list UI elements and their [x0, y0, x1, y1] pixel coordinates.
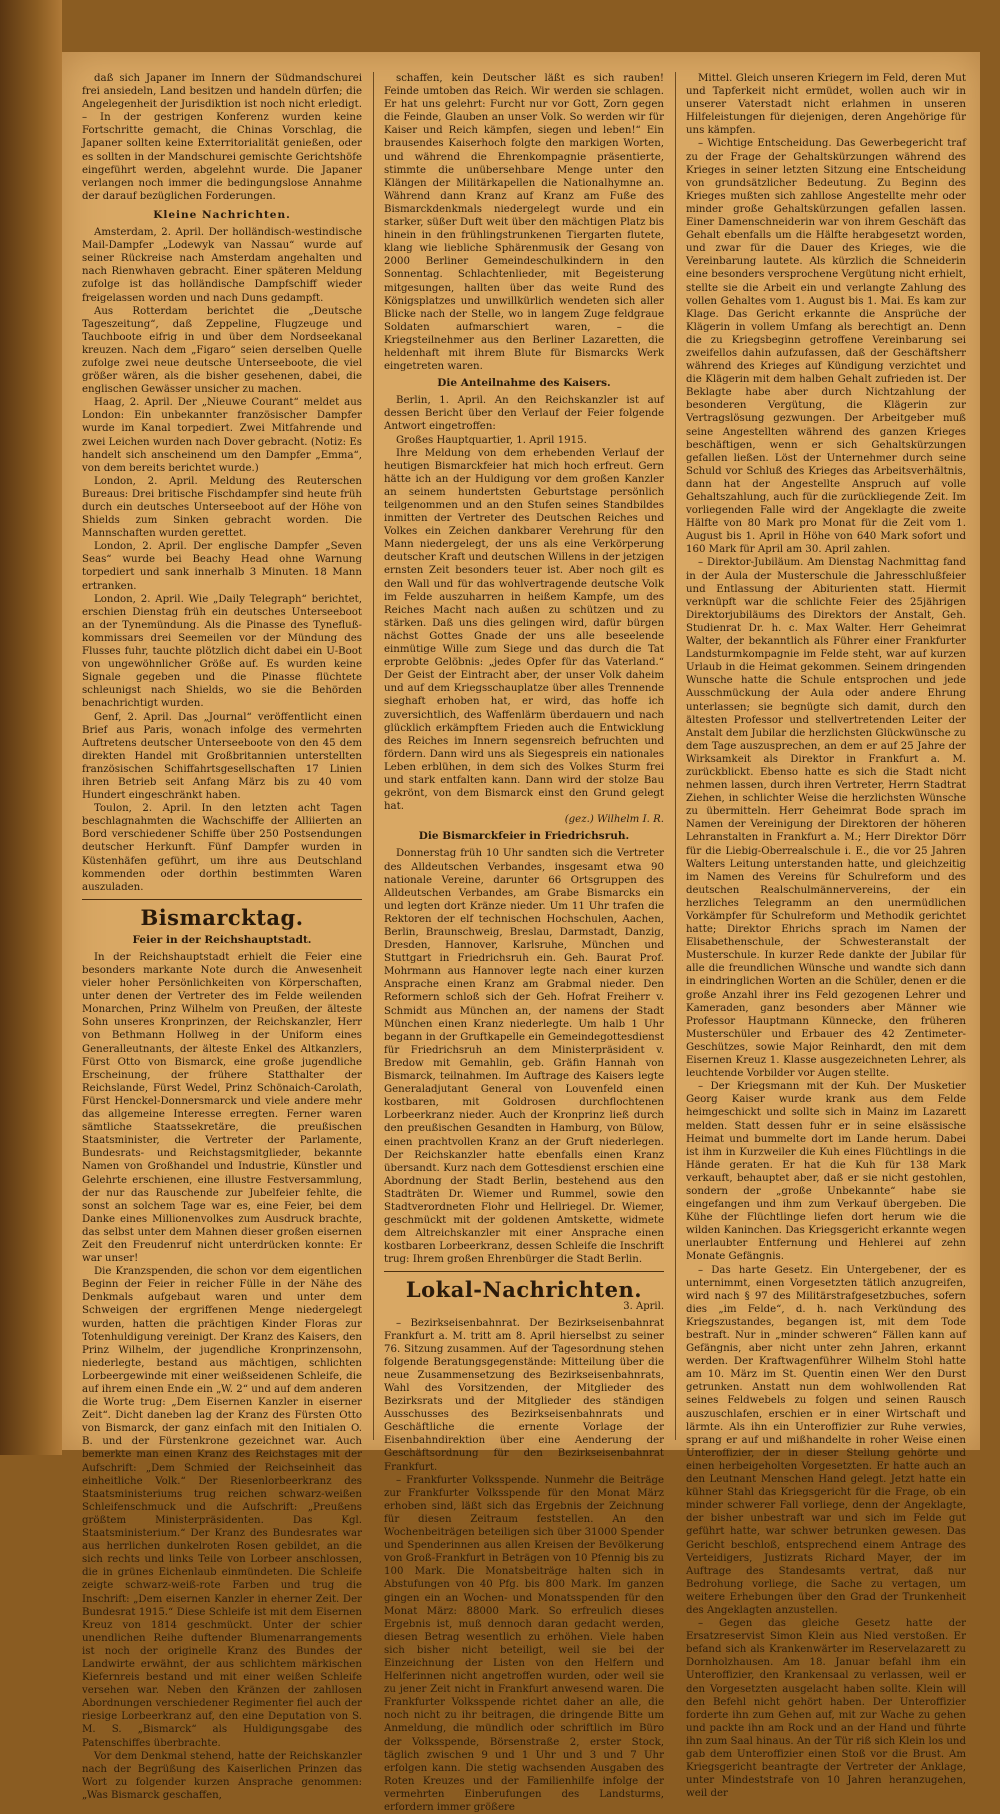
- paragraph: Donnerstag früh 10 Uhr sandten sich die Vertreter des Alldeutschen Verbandes, insgesamt etwa 90 nationale Vereine, darunter 66 Ortsgruppen des Alldeutschen Verbandes, am Grabe Bismarcks ein und legten dort Kränze nieder. Um 11 Uhr trafen die Rektoren der elf technischen Hochschulen, Aachen, Berlin, Braunschweig, Breslau, Darmstadt, Danzig, Dresden, Hannover, Karlsruhe, München und Stuttgart in Friedrichsruh ein. Geh. Baurat Prof. Mohrmann aus Hannover legte nach einer kurzen Ansprache einen Kranz am Grabmal nieder. Den Reformern schloß sich der Geh. Hofrat Freiherr v. Schmidt aus München an, der namens der Stadt München einen Kranz niederlegte. Um halb 1 Uhr begann in der Gruftkapelle ein Gemeindegottesdienst für Friedrichsruh an dem Ministerpräsident v. Bredow mit Gemahlin, geb. Gräfin Hannah von Bismarck, teilnahmen. Im Auftrage des Kaisers legte Generaladjutant General von Louvenfeld einen kostbaren, mit Goldrosen durchflochtenen Lorbeerkranz nieder. Auch der Kronprinz ließ durch den preußischen Gesandten in Hamburg, von Bülow, einen prachtvollen Kranz an der Gruft niederlegen. Der Reichskanzler hatte ebenfalls einen Kranz übersandt. Kurz nach dem Gottesdienst erschien eine Abordnung der Stadt Berlin, bestehend aus den Stadträten Dr. Wiemer und Rummel, sowie den Stadtverordneten Flohr und Hellriegel. Dr. Wiemer, geschmückt mit der goldenen Amtskette, widmete dem Altreichskanzler mit einer Ansprache einen kostbaren Lorbeerkranz, dessen Schleife die Inschrift trug: Ihrem großen Ehrenbürger die Stadt Berlin.: [384, 848, 664, 1266]
- newspaper-page: [62, 52, 980, 1813]
- paragraph: Mittel. Gleich unseren Kriegern im Feld, deren Mut und Tapferkeit nicht ermüdet, wollen auch wir in unserer Vaterstadt nicht erlahmen in unseren Hilfeleistungen für diejenigen, deren Angehörige für uns kämpfen.: [686, 73, 966, 137]
- paragraph: – Frankfurter Volksspende. Nunmehr die Beiträge zur Frankfurter Volksspende für den Monat März erhoben sind, läßt sich das Ergebnis der Zeichnung für diesen Zeitraum feststellen. An den Wochenbeiträgen beteiligen sich über 31000 Spender und Spenderinnen aus allen Kreisen der Bevölkerung von Groß-Frankfurt in Beträgen von 10 Pfennig bis zu 100 Mark. Die Monatsbeiträge halten sich in Abstufungen von 40 Pfg. bis 800 Mark. Im ganzen gingen ein an Wochen- und Monatsspenden für den Monat März: 88000 Mark. So erfreulich dieses Ergebnis ist, muß dennoch daran gedacht werden, diesen Betrag wesentlich zu erhöhen. Viele haben sich bisher nicht beteiligt, weil sie bei der Einzeichnung der Listen von den Helfern und Helferinnen nicht angetroffen wurden, oder weil sie zu jener Zeit nicht in Frankfurt anwesend waren. Die Frankfurter Volksspende richtet daher an alle, die noch nicht zu ihr beitragen, die dringende Bitte um Anmeldung, die mündlich oder schriftlich im Büro der Volksspende, Börsenstraße 2, erster Stock, täglich zwischen 9 und 1 Uhr und 3 und 7 Uhr erfolgen kann. Die stetig wachsenden Ausgaben des Roten Kreuzes und der Familienhilfe infolge der vermehrten Einberufungen des Landsturms, erfordern immer größere: [384, 1474, 664, 1813]
- article-title: Bismarcktag.: [140, 904, 304, 930]
- article-subtitle: Die Bismarckfeier in Friedrichsruh.: [418, 830, 630, 843]
- column-2: [384, 72, 664, 1813]
- column-1: [82, 72, 362, 1801]
- paragraph: daß sich Japaner im Innern der Südmandschurei frei ansiedeln, Land besitzen und handeln dürfen; die Angelegenheit der Jurisdiktion ist noch nicht erledigt. – In der gestrigen Konferenz wurden keine Fortschritte gemacht, die Chinas Vorschlag, die Japaner sollten keine Exterritorialität genießen, oder es sollten in der Mandschurei gemischte Gerichtshöfe eingeführt werden, abgelehnt wurde. Die Japaner verlangen noch immer die bedingungslose Annahme der darauf bezüglichen Forderungen.: [82, 73, 362, 202]
- paragraph: Berlin, 1. April. An den Reichskanzler ist auf dessen Bericht über den Verlauf der Feier folgende Antwort eingetroffen:: [384, 395, 664, 433]
- divider: [384, 1271, 664, 1272]
- paragraph: Toulon, 2. April. In den letzten acht Tagen beschlagnahmten die Wachschiffe der Alliierten an Bord verschiedener Schiffe über 250 Postsendungen deutscher Herkunft. Fünf Dampfer wurden in Küstenhäfen geführt, um ihre aus Deutschland kommenden oder dorthin bestimmten Waren auszuladen.: [82, 803, 362, 893]
- paragraph: schaffen, kein Deutscher läßt es sich rauben! Feinde umtoben das Reich. Wir werden sie schlagen. Er hat uns gelehrt: Furcht nur vor Gott, Zorn gegen die Feinde, Glauben an unser Volk. So werden wir für Kaiser und Reich kämpfen, siegen und leben!“ Ein brausendes Kaiserhoch folgte den markigen Worten, und während die Ehrenkompagnie präsentierte, stimmte die unübersehbare Menge unter den Klängen der Militärkapellen die Nationalhymne an. Während dann Kranz auf Kranz am Fuße des Bismarckdenkmals niedergelegt wurde und ein starker, süßer Duft weit über den mächtigen Platz bis hinein in den frühlingstrunkenen Tiergarten flutete, klang wie liebliche Sphärenmusik der Gesang von 2000 Berliner Gemeindeschulkindern in den Sonnentag. Schlachtenlieder, mit Begeisterung mitgesungen, hallten über das weite Rund des Königsplatzes und unwillkürlich wendeten sich aller Blicke nach der Stelle, wo in langem Zuge feldgraue Soldaten aufmarschiert waren, – die Kriegsteilnehmer aus den Berliner Lazaretten, die heldenhaft mit ihrem Blute für Bismarcks Werk eingetreten waren.: [384, 73, 664, 373]
- column-3: [686, 72, 966, 1800]
- divider: [82, 899, 362, 900]
- paragraph: Vor dem Denkmal stehend, hatte der Reichskanzler nach der Begrüßung des Kaiserlichen Prinzen das Wort zu folgender kurzen Ansprache genommen: „Was Bismarck geschaffen,: [82, 1750, 362, 1801]
- dateline: 3. April.: [623, 1301, 664, 1313]
- paragraph: London, 2. April. Meldung des Reuterschen Bureaus: Drei britische Fischdampfer sind heute früh durch ein deutsches Unterseeboot auf der Höhe von Shields zum Sinken gebracht worden. Die Mannschaften wurden gerettet.: [82, 475, 362, 540]
- paragraph: – Bezirkseisenbahnrat. Der Bezirkseisenbahnrat Frankfurt a. M. tritt am 8. April hierselbst zu seiner 76. Sitzung zusammen. Auf der Tagesordnung stehen folgende Beratungsgegenstände: Mitteilung über die neue Zusammensetzung des Bezirkseisenbahnrats, Wahl des Vorsitzenden, der Mitglieder des Bezirksrats und der Mitglieder des ständigen Ausschusses des Bezirkseisenbahnrats und Geschäftliche die ernente Vorlage der Eisenbahndirektion über eine Aenderung der Geschäftsordnung für den Bezirkseisenbahnrat Frankfurt.: [384, 1317, 664, 1473]
- column-rule: [675, 72, 676, 1440]
- page-binding-edge: [0, 0, 62, 1455]
- signature: (gez.) Wilhelm I. R.: [564, 814, 664, 826]
- section-title: Lokal-Nachrichten.: [405, 1277, 643, 1303]
- paragraph: London, 2. April. Wie „Daily Telegraph“ berichtet, erschien Dienstag früh ein deutsches Unterseeboot an der Tynemündung. Als die Pinasse des Tynefluß-kommissars drei Seemeilen vor der Mündung des Flusses fuhr, tauchte plötzlich dicht dabei ein U-Boot von ungewöhnlicher Größe auf. Es wurden keine Signale gegeben und die Pinasse flüchtete schleunigst nach Shields, wo sie die Behörden benachrichtigt wurden.: [82, 593, 362, 710]
- paragraph: Die Kranzspenden, die schon vor dem eigentlichen Beginn der Feier in reicher Fülle in der Nähe des Denkmals aufgebaut waren und unter dem Schweigen der ergriffenen Menge niedergelegt wurden, hatten die prächtigen Kinder Floras zur Totenhuldigung vereinigt. Der Kranz des Kaisers, den Prinz Wilhelm, der jugendliche Kronprinzensohn, niederlegte, bestand aus mächtigen, schlichten Lorbeergewinde mit einer weißseidenen Schleife, die auf ihrem einen Ende ein „W. 2“ und auf dem anderen die Worte trug: „Dem Eisernen Kanzler in eiserner Zeit“. Dicht daneben lag der Kranz des Fürsten Otto von Bismarck, der ganz einfach mit den Initialen O. B. und der Fürstenkrone gezeichnet war. Auch bemerkte man einen Kranz des Reichstages mit der Aufschrift: „Dem Schmied der Reichseinheit das einheitliche Volk.“ Der Riesenlorbeerkranz des Staatsministeriums trug reichen schwarz-weißen Schleifenschmuck und die Aufschrift: „Preußens größtem Ministerpräsidenten. Das Kgl. Staatsministerium.“ Der Kranz des Bundesrates war aus herrlichen dunkelroten Rosen gebildet, an die sich rechts und links Teile von Lorbeer anschlossen, die in grünes Eichenlaub einmündeten. Die Schleife zeigte schwarz-weiß-rote Farben und trug die Inschrift: „Dem eisernen Kanzler in eherner Zeit. Der Bundesrat 1915.“ Diese Schleife ist mit dem Eisernen Kreuz von 1814 geschmückt. Unter der schier unendlichen Reihe duftender Blumenarrangements ist noch der originelle Kranz des Bundes der Landwirte erwähnt, der aus schlichtem märkischen Kiefernreis bestand und mit einer weißen Schleife versehen war. Neben den Kränzen der zahllosen Abordnungen verschiedener Regimenter fiel auch der riesige Lorbeerkranz auf, den eine Deputation von S. M. S. „Bismarck“ als Huldigungsgabe des Patenschiffes überbrachte.: [82, 1266, 362, 1749]
- paragraph: Großes Hauptquartier, 1. April 1915.: [396, 434, 587, 446]
- paragraph: Genf, 2. April. Das „Journal“ veröffentlicht einen Brief aus Paris, wonach infolge des vermehrten Auftretens deutscher Unterseeboote von den 45 dem direkten Handel mit Großbritannien unterstellten französischen Schiffahrtsgesellschaften 17 Linien ihren Betrieb seit Anfang März bis zu 40 vom Hundert eingeschränkt haben.: [82, 711, 362, 802]
- paragraph: In der Reichshauptstadt erhielt die Feier eine besonders markante Note durch die Anwesenheit vieler hoher Persönlichkeiten von Körperschaften, unter denen der Vertreter des im Felde weilenden Monarchen, Prinz Wilhelm von Preußen, der älteste Sohn unseres Kronprinzen, der Reichskanzler, Herr von Bethmann Hollweg in der Uniform eines Generalleutnants, der älteste Enkel des Altkanzlers, Fürst Otto von Bismarck, eine große jugendliche Erscheinung, der frühere Statthalter der Reichslande, Fürst Wedel, Prinz Schönaich-Carolath, Fürst Henckel-Donnersmarck und viele andere mehr das allgemeine Interesse erregten. Ferner waren sämtliche Staatssekretäre, die preußischen Staatsminister, die Vertreter der Parlamente, Bundesrats- und Reichstagsmitglieder, bekannte Namen von Großhandel und Industrie, Künstler und Gelehrte erschienen, eine illustre Festversammlung, der nur das Rauschende zur Jubelfeier fehlte, die sonst an solchem Tage war es, eine Feier, bei dem Danke eines Millionenvolkes zum Ausdruck brachte, das selbst unter dem Mahnen dieser großen eisernen Zeit den Freudenruf nicht unterdrücken konnte: Er war unser!: [82, 951, 362, 1265]
- paragraph: Aus Rotterdam berichtet die „Deutsche Tageszeitung“, daß Zeppeline, Flugzeuge und Tauchboote eifrig in und über dem Nordseekanal kreuzen. Nach dem „Figaro“ seien derselben Quelle zufolge zwei neue deutsche Unterseeboote, die viel größer wären, als die bisher gesehenen, dabei, die englischen Gewässer unsicher zu machen.: [82, 305, 362, 396]
- article-subtitle: Feier in der Reichshauptstadt.: [132, 933, 312, 946]
- paragraph: London, 2. April. Der englische Dampfer „Seven Seas“ wurde bei Beachy Head ohne Warnung torpediert und sank innerhalb 3 Minuten. 18 Mann ertranken.: [82, 541, 362, 592]
- column-rule: [373, 72, 374, 1440]
- paragraph: – Direktor-Jubiläum. Am Dienstag Nachmittag fand in der Aula der Musterschule die Jahresschlußfeier und Entlassung der Abiturienten statt. Hiermit verknüpft war die schlichte Feier des 25jährigen Direktorjubiläums des Direktors der Anstalt, Geh. Studienrat Dr. h. c. Max Walter. Herr Geheimrat Walter, der bekanntlich als Führer einer Frankfurter Landsturmkompagnie im Felde steht, war auf kurzen Urlaub in die Heimat gekommen. Seinem dringenden Wunsche hatte die Schule entsprochen und jede Ausschmückung der Aula oder andere Ehrung unterlassen; sie begnügte sich damit, durch den ältesten Professor und stellvertretenden Leiter der Anstalt dem Jubilar die herzlichsten Glückwünsche zu dem Tage auszusprechen, an dem er auf 25 Jahre der Wirksamkeit als Direktor in Frankfurt a. M. zurückblickt. Ebenso hatte es sich die Stadt nicht nehmen lassen, durch ihren Vertreter, Herrn Stadtrat Ziehen, in schlichter Weise die herzlichsten Wünsche zu übermitteln. Herr Geheimrat Bode sprach im Namen der Vereinigung der Direktoren der höheren Lehranstalten in Frankfurt a. M.; Herr Direktor Dörr für die Liebig-Oberrealschule i. E., die vor 25 Jahren Walters Leitung unterstanden hatte, und gleichzeitig im Namen des Vereins für Schulreform und des deutschen Realschulmännervereins, der ein herzliches Telegramm an den unermüdlichen Vorkämpfer für Schulreform und Methodik gerichtet hatte; Direktor Ehrichs sprach im Namen der Elisabethenschule, der Schwesteranstalt der Musterschule. In kurzer Rede dankte der Jubilar für alle die freundlichen Wünsche und wandte sich dann in eindringlichen Worten an die Schüler, denen er die große Anzahl ihrer ins Feld gezogenen Lehrer und Kameraden, ganz besonders aber Männer wie Professor Hauptmann Künnecke, den früheren Musterschüler und Erbauer des 42 Zentimeter-Geschützes, sowie Major Reinhardt, den mit dem Eisernen Kreuz 1. Klasse ausgezeichneten Lehrer, als leuchtende Vorbilder vor Augen stellte.: [686, 557, 966, 1080]
- paragraph: – Wichtige Entscheidung. Das Gewerbegericht traf zu der Frage der Gehaltskürzungen während des Krieges in seiner letzten Sitzung eine Entscheidung von grundsätzlicher Bedeutung. Zu Beginn des Krieges mußten sich zahllose Angestellte mehr oder minder große Gehaltskürzungen gefallen lassen. Einer Damenschneiderin war von ihrem Geschäft das Gehalt ebenfalls um die Hälfte herabgesetzt worden, und zwar für die Dauer des Krieges, wie die Vereinbarung lautete. Als kürzlich die Schneiderin eine besonders versprochene Vergütung nicht erhielt, stellte sie die Arbeit ein und verlangte Zahlung des vollen Gehaltes vom 1. August bis 1. Mai. Es kam zur Klage. Das Gericht erkannte die Ansprüche der Klägerin in vollem Umfang als berechtigt an. Denn die zu Kriegsbeginn getroffene Vereinbarung sei zweifellos dahin aufzufassen, daß der Geschäftsherr während des Krieges auf Kündigung verzichtet und die Klägerin mit dem halben Gehalt zufrieden ist. Der Beklagte habe aber durch Nichtzahlung der besonderen Vergütung, die Klägerin zur Vertragslösung gezwungen. Der Arbeitgeber muß seine Angestellten während des ganzen Krieges beschäftigen, wenn er sich Gehaltskürzungen gefallen ließen. Löst der Unternehmer durch seine Schuld vor Schluß des Krieges das Arbeitsverhältnis, dann hat der Angestellte Anspruch auf volle Gehaltszahlung, auch für die zurückliegende Zeit. Im vorliegenden Falle wird der Angeklagte die zweite Hälfte von 80 Mark pro Monat für die Zeit vom 1. August bis 1. April in Höhe von 640 Mark sofort und 160 Mark für April am 30. April zahlen.: [686, 138, 966, 556]
- paragraph: Haag, 2. April. Der „Nieuwe Courant“ meldet aus London: Ein unbekannter französischer Dampfer wurde im Kanal torpediert. Zwei Mitfahrende und zwei Leichen wurden nach Dover gebracht. (Notiz: Es handelt sich anscheinend um den Dampfer „Emma“, von dem bereits berichtet wurde.): [82, 397, 362, 474]
- section-heading: Kleine Nachrichten.: [153, 208, 291, 221]
- paragraph: – Gegen das gleiche Gesetz hatte der Ersatzreservist Simon Klein aus Nied verstoßen. Er befand sich als Krankenwärter im Reservelazarett zu Dornholzhausen. Am 18. Januar befahl ihm ein Unteroffizier, den Krankensaal zu verlassen, weil er den Vorgesetzten ausgelacht haben sollte. Klein will den Befehl nicht gehört haben. Der Unteroffizier forderte ihn zum Gehen auf, mit zur Wache zu gehen und packte ihn am Rock und an der Hand und führte ihn zum Saal hinaus. An der Tür riß sich Klein los und gab dem Unteroffizier einen Stoß vor die Brust. Am Kriegsgericht beantragte der Vertreter der Anklage, unter Mindeststrafe von 10 Jahren heranzugehen, weil der: [686, 1618, 966, 1800]
- paragraph: – Das harte Gesetz. Ein Untergebener, der es unternimmt, einen Vorgesetzten tätlich anzugreifen, wird nach § 97 des Militärstrafgesetzbuches, sofern dies „im Felde“, d. h. nach Verkündung des Kriegszustandes, begangen ist, mit dem Tode bestraft. Nur in „minder schweren“ Fällen kann auf Gefängnis, aber nicht unter zehn Jahren, erkannt werden. Der Kraftwagenführer Wilhelm Stohl hatte am 10. März im St. Quentin einen Wer den Durst getrunken. Anstatt nun dem wohlwollenden Rat seines Feldwebels zu folgen und seinen Rausch auszuschlafen, erschien er in einer Wirtschaft und lärmte. Als ihn ein Unteroffizier zur Ruhe verwies, sprang er auf und mißhandelte in roher Weise einen Unteroffizier, der in dieser Stellung gehörte und einen herbeigeholten Vorgesetzten. Er hatte auch an den Leutnant Menschen Hand gelegt. Jetzt hatte ein kühner Stahl das Kriegsgericht für die Frage, ob ein minder schwerer Fall vorliege, denn der Angeklagte, der bisher unbestraft war und sich im Felde gut geführt hatte, war schwer betrunken gewesen. Das Gericht beschloß, entsprechend einem Antrage des Verteidigers, Justizrats Richard Mayer, der im Auftrage des Standesamts vertrat, daß nur Bedrohung vorliege, die Sache zu vertagen, um weitere Erhebungen über den Grad der Trunkenheit des Angeklagten anzustellen.: [686, 1264, 966, 1616]
- paragraph: – Der Kriegsmann mit der Kuh. Der Musketier Georg Kaiser wurde krank aus dem Felde heimgeschickt und sollte sich in Mainz im Lazarett melden. Statt dessen fuhr er in seine elsässische Heimat und bummelte dort im Lande herum. Dabei ist ihm in Kurzweiler die Kuh eines Flüchtlings in die Hände geraten. Er hat die Kuh für 138 Mark verkauft, behauptet aber, daß er sie nicht gestohlen, sondern der „große Unbekannte“ habe sie eingefangen und ihm zum Verkauf übergeben. Die Kühe der Flüchtlinge liefen dort herum wie die wilden Kaninchen. Das Kriegsgericht erkannte wegen unerlaubter Entfernung und Hehlerei auf zehn Monate Gefängnis.: [686, 1081, 966, 1263]
- paragraph: Ihre Meldung von dem erhebenden Verlauf der heutigen Bismarckfeier hat mich hoch erfreut. Gern hätte ich an der Huldigung vor dem großen Kanzler an seinem hundertsten Geburtstage persönlich teilgenommen und an den Stufen seines Standbildes inmitten der Vertreter des Deutschen Reiches und Volkes ein Zeichen dankbarer Verehrung für den Mann niedergelegt, der uns als eine Verkörperung deutscher Kraft und deutschen Willens in der jetzigen ernsten Zeit besonders teuer ist. Aber noch gilt es den Wall und für das wohlvertragende deutsche Volk im Felde auszuharren in heißem Kampfe, um des Reiches Macht nach außen zu schützen und zu stärken. Daß uns dies gelingen wird, dafür bürgen nächst Gottes Gnade der uns alle beseelende einmütige Wille zum Siege und das durch die Tat erprobte Gelöbnis: „jedes Opfer für das Vaterland.“ Der Geist der Eintracht aber, der unser Volk daheim und auf dem Kriegsschauplatze über alles Trennende sieghaft erhoben hat, er wird, das hoffe ich zuversichtlich, des Waffenlärm überdauern und nach glücklich erkämpftem Frieden auch die Entwicklung des Reiches im Innern segensreich befruchten und fördern. Dann wird uns als Siegespreis ein nationales Leben erblühen, in dem sich des Volkes Sturm frei und stark entfalten kann. Dann wird der stolze Bau gekrönt, von dem Bismarck einst den Grund gelegt hat.: [384, 447, 664, 813]
- article-subtitle: Die Anteilnahme des Kaisers.: [437, 377, 611, 390]
- paragraph: Amsterdam, 2. April. Der holländisch-westindische Mail-Dampfer „Lodewyk van Nassau“ wurde auf seiner Rückreise nach Amsterdam angehalten und nach Rienwhaven gebracht. Einer späteren Meldung zufolge ist das holländische Dampfschiff wieder freigelassen worden und nach Duns gedampft.: [82, 227, 362, 304]
